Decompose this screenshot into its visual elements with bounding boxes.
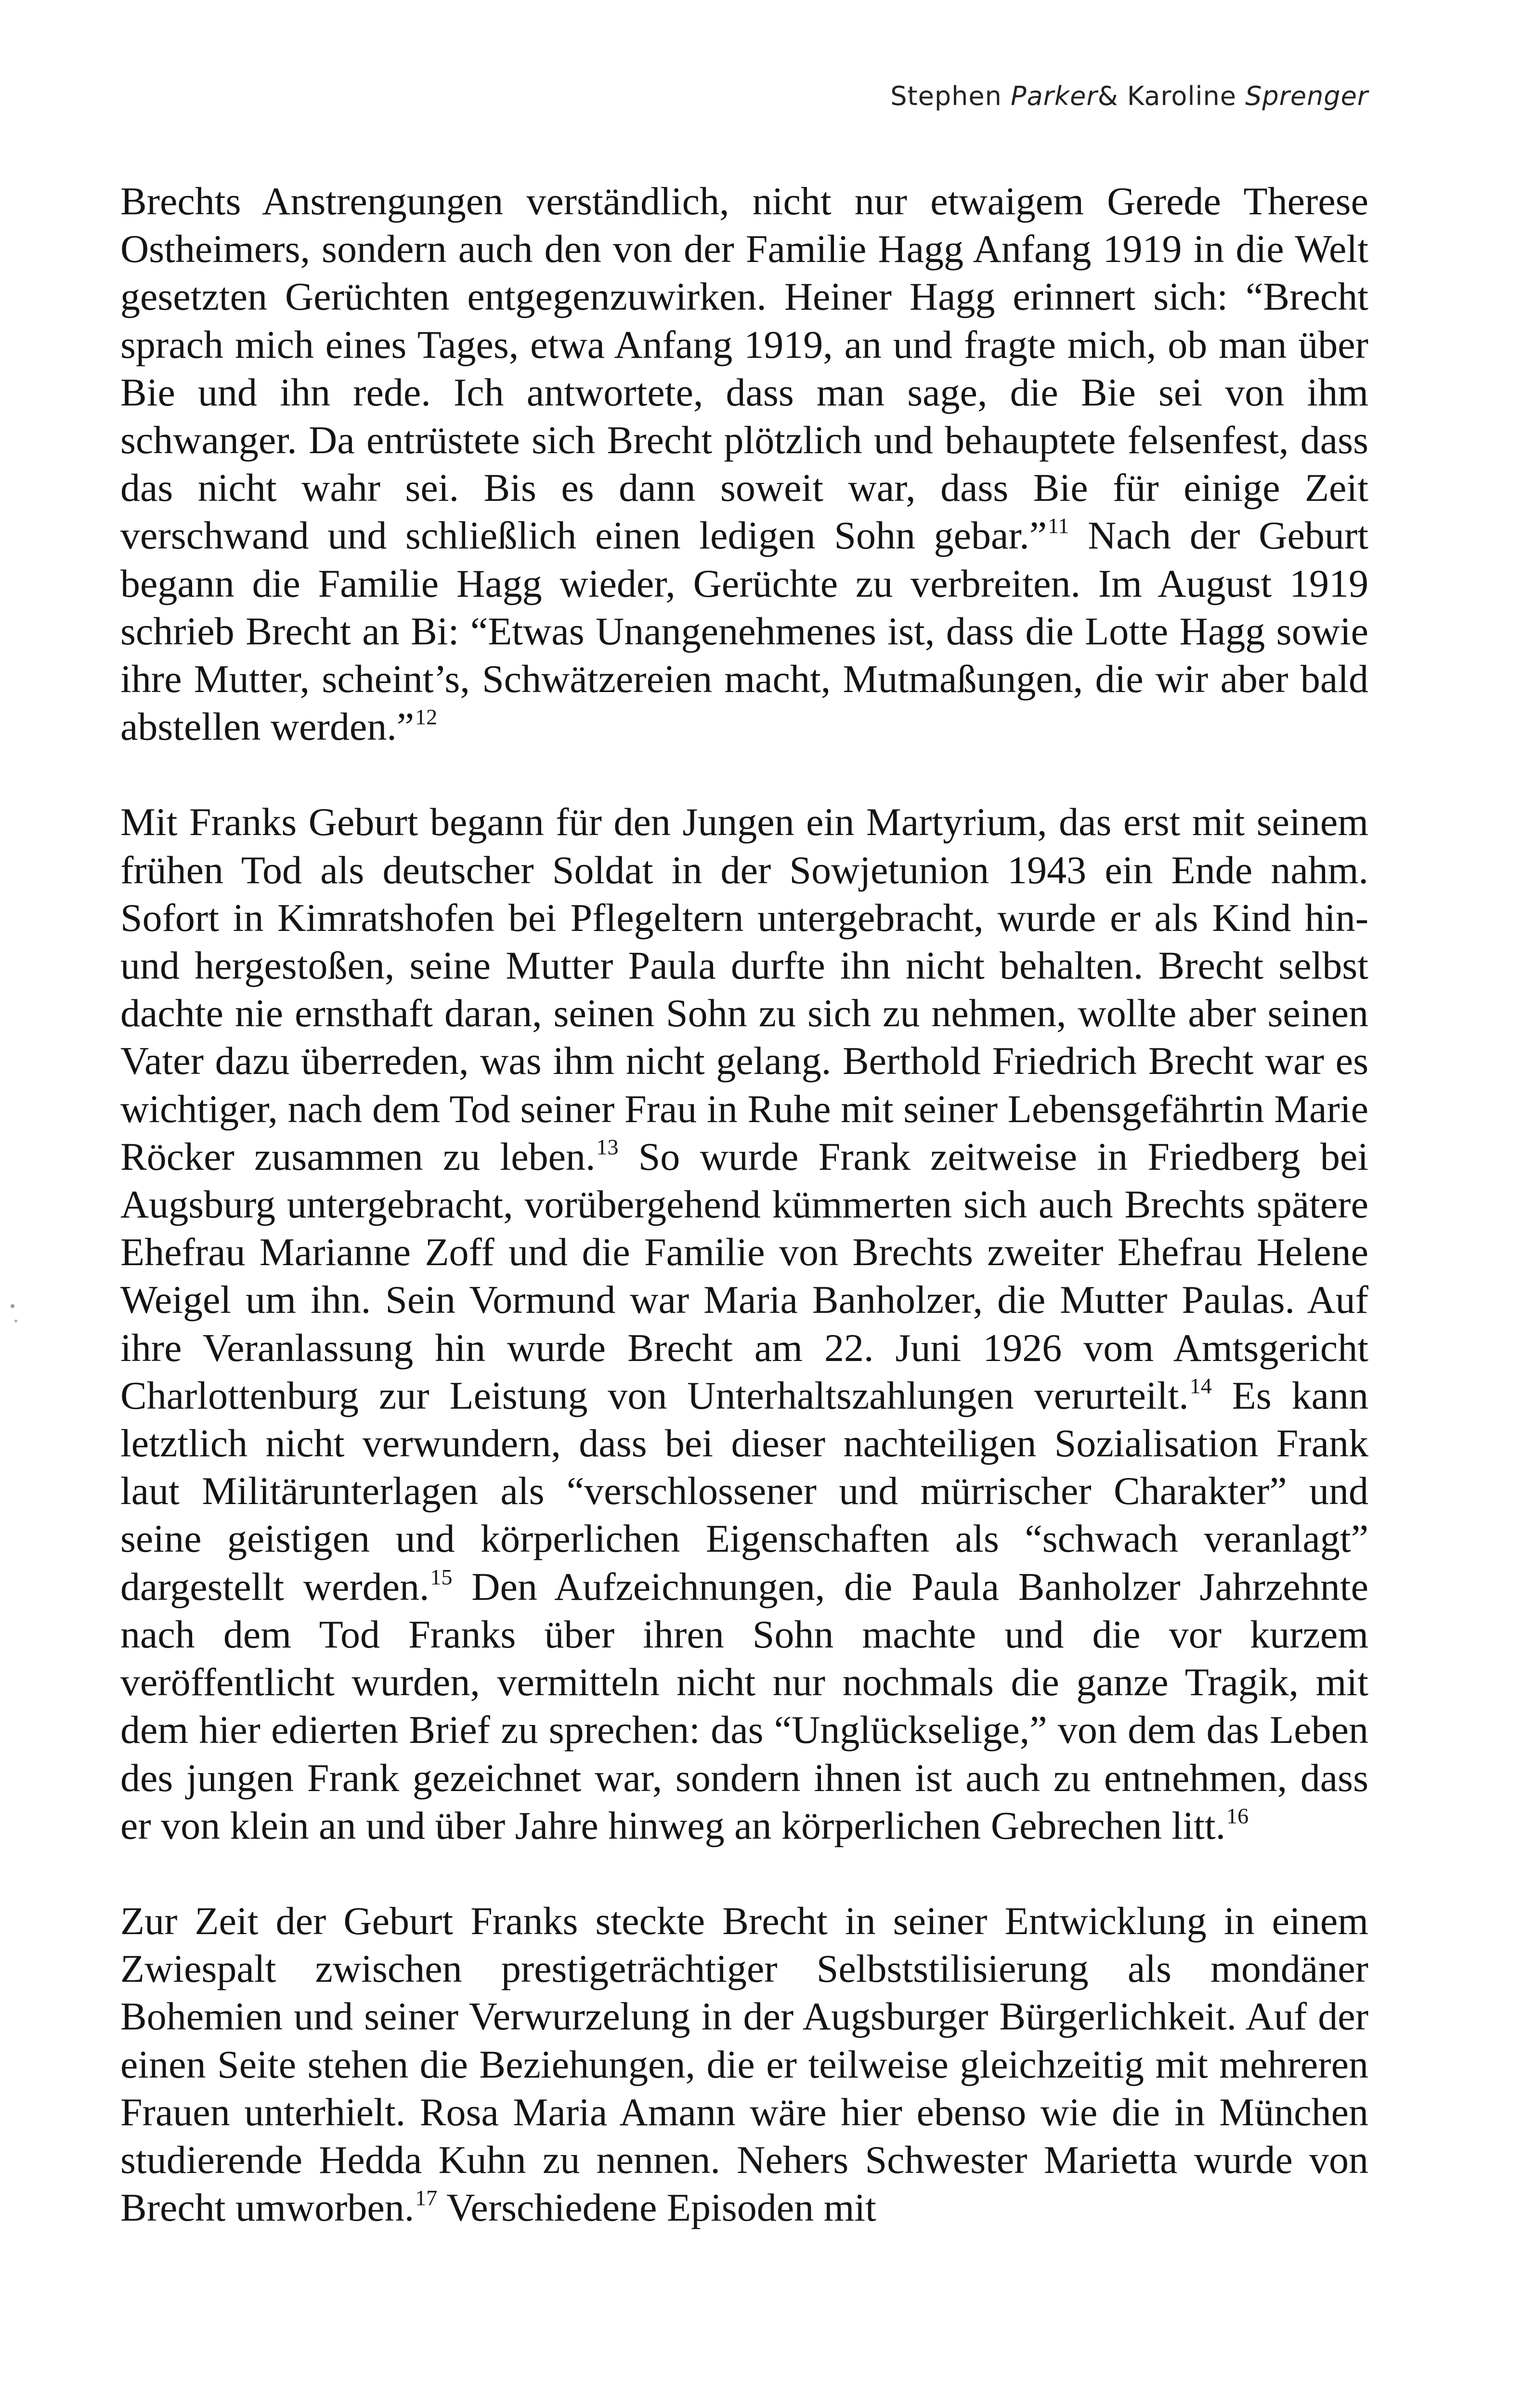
footnote-ref-11: 11 <box>1048 513 1069 538</box>
paragraph-1-segment-1: Brechts Anstrengungen verständlich, nicht nur etwaigem Gerede Therese Ostheimers, sondern auch den von der Familie Hagg Anfang 1919 in die Welt gesetzten Gerüchten entgegenzuwirken. Heiner Hagg erinnert sich: “Brecht sprach mich eines Tages, etwa Anfang 1919, an und fragte mich, ob man über Bie und ihn rede. Ich antwortete, dass man sage, die Bie sei von ihm schwanger. Da entrüstete sich Brecht plötzlich und behauptete felsenfest, dass das nicht wahr sei. Bis es dann soweit war, dass Bie für einige Zeit verschwand und schließlich einen ledigen Sohn gebar.” <box>120 179 1368 558</box>
paragraph-1 <box>120 177 1368 750</box>
paragraph-2-segment-1: Mit Franks Geburt begann für den Jungen ein Martyrium, das erst mit seinem frühen Tod als deutscher Soldat in der Sowjetunion 1943 ein Ende nahm. Sofort in Kimratshofen bei Pflegeltern untergebracht, wurde er als Kind hin- und hergestoßen, seine Mutter Paula durfte ihn nicht behalten. Brecht selbst dachte nie ernsthaft daran, seinen Sohn zu sich zu nehmen, wollte aber seinen Vater dazu überreden, was ihm nicht gelang. Berthold Friedrich Brecht war es wichtiger, nach dem Tod seiner Frau in Ruhe mit seiner Lebensgefährtin Marie Röcker zusammen zu leben. <box>120 800 1368 1178</box>
author1-first-name: Stephen <box>890 81 1002 111</box>
paragraph-3-segment-1: Zur Zeit der Geburt Franks steckte Brecht in seiner Entwicklung in einem Zwiespalt zwischen prestigeträchtiger Selbststilisierung als mondäner Bohemien und seiner Verwurzelung in der Augsburger Bürgerlichkeit. Auf der einen Seite stehen die Beziehungen, die er teilweise gleichzeitig mit mehreren Frauen unterhielt. Rosa Maria Amann wäre hier ebenso wie die in München studierende Hedda Kuhn zu nennen. Nehers Schwester Marietta wurde von Brecht umworben. <box>120 1898 1368 2230</box>
running-head <box>890 81 1368 111</box>
footnote-ref-16: 16 <box>1226 1803 1249 1828</box>
paragraph-1-segment-2: Nach der Geburt begann die Familie Hagg wieder, Gerüchte zu verbreiten. Im August 1919 schrieb Brecht an Bi: “Etwas Unangenehmenes ist, dass die Lotte Hagg sowie ihre Mutter, scheint’s, Schwätzereien macht, Mutmaßungen, die wir aber bald abstellen werden.” <box>120 513 1368 749</box>
footnote-ref-13: 13 <box>596 1134 619 1159</box>
body-text <box>120 177 1368 2231</box>
paragraph-2-segment-4: Den Aufzeichnungen, die Paula Banholzer Jahrzehnte nach dem Tod Franks über ihren Sohn machte und die vor kurzem veröffentlicht wurden, vermitteln nicht nur nochmals die ganze Tragik, mit dem hier edierten Brief zu sprechen: das “Unglückselige,” von dem das Leben des jungen Frank gezeichnet war, sondern ihnen ist auch zu entnehmen, dass er von klein an und über Jahre hinweg an körperlichen Gebrechen litt. <box>120 1564 1368 1847</box>
scan-speck-small <box>14 1320 17 1322</box>
paragraph-2-segment-2: So wurde Frank zeitweise in Friedberg bei Augsburg untergebracht, vorübergehend kümmerten sich auch Brechts spätere Ehefrau Marianne Zoff und die Familie von Brechts zweiter Ehefrau Helene Weigel um ihn. Sein Vormund war Maria Banholzer, die Mutter Paulas. Auf ihre Veranlassung hin wurde Brecht am 22. Juni 1926 vom Amtsgericht Charlottenburg zur Leistung von Unterhaltszahlungen verurteilt. <box>120 1134 1368 1417</box>
paragraph-3 <box>120 1897 1368 2231</box>
footnote-ref-14: 14 <box>1189 1373 1212 1398</box>
footnote-ref-17: 17 <box>415 2186 438 2211</box>
footnote-ref-15: 15 <box>430 1564 453 1589</box>
scan-speck <box>11 1304 14 1308</box>
paragraph-2 <box>120 798 1368 1849</box>
author1-last-name: Parker <box>1011 81 1098 111</box>
paragraph-2-segment-3: Es kann letztlich nicht verwundern, dass bei dieser nachteiligen Sozialisation Frank laut Militärunterlagen als “verschlossener und mürrischer Charakter” und seine geistigen und körperlichen Eigenschaften als “schwach veranlagt” dargestellt werden. <box>120 1373 1368 1609</box>
author-separator: & <box>1097 81 1119 111</box>
author2-first-name: Karoline <box>1127 81 1236 111</box>
paragraph-3-segment-2: Verschiedene Episoden mit <box>437 2186 876 2230</box>
footnote-ref-12: 12 <box>415 705 438 730</box>
author2-last-name: Sprenger <box>1245 81 1368 111</box>
